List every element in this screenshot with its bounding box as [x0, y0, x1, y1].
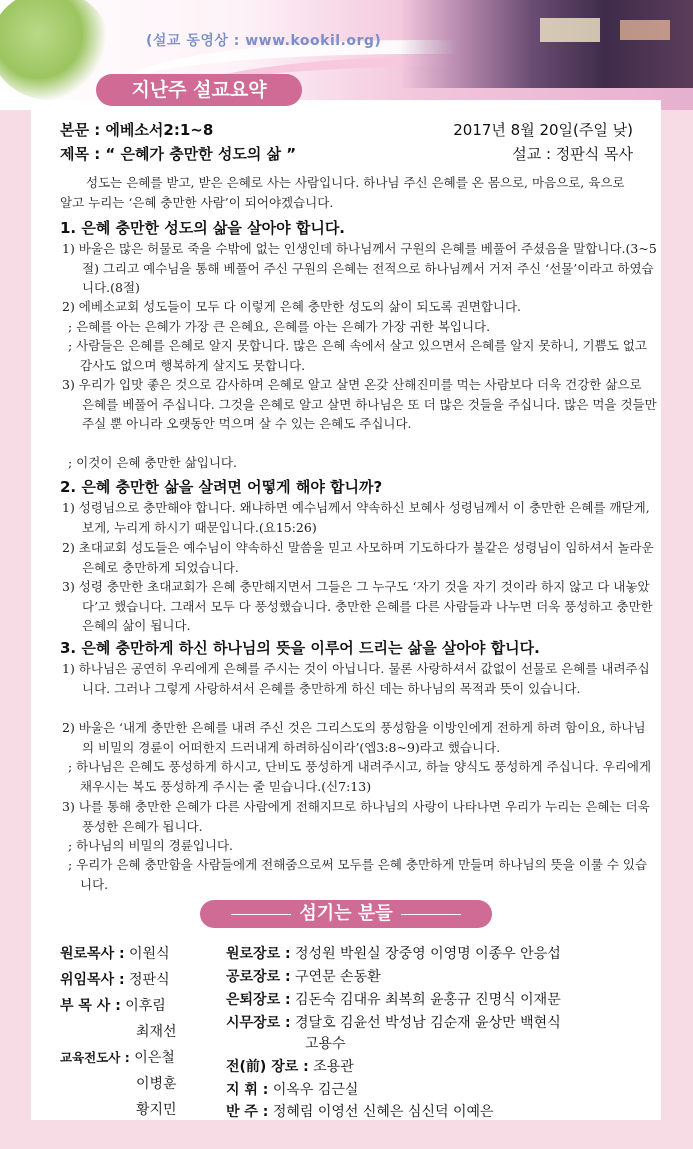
staff-names: 황지민	[136, 1102, 177, 1118]
section-heading: 3. 은혜 충만하게 하신 하나님의 뜻을 이루어 드리는 삶을 살아야 합니다.	[60, 639, 540, 657]
section-title-pill: 지난주 설교요약	[96, 74, 302, 106]
decorative-line	[401, 914, 461, 915]
staff-row	[60, 995, 166, 1015]
elder-row	[226, 989, 561, 1009]
staff-row	[60, 969, 170, 989]
list-item: 2) 초대교회 성도들은 예수님이 약속하신 말씀을 믿고 사모하며 기도하다가 불같은 성령님이 임하셔서 놀라운 은혜로 충만하게 되었습니다.	[62, 540, 654, 575]
stage-screen	[620, 20, 670, 40]
list-item: 3) 우리가 입맛 좋은 것으로 감사하며 은혜로 알고 살면 온갖 산해진미를 먹는 사람보다 더욱 건강한 삶으로 은혜를 베풀어 주십니다. 그것을 은혜로 알고 살면 하나님은 또 더 많은 것들을 주십니다. 많은 먹을 것들만 주실 뿐 아니라 오랫동안 먹으며 살 수 있는 은혜도 주십니다.	[62, 377, 657, 431]
elder-names: 정성원 박원실 장중영 이영명 이종우 안응섭	[295, 946, 561, 962]
sermon-date: 2017년 8월 20일(주일 낮)	[453, 121, 633, 139]
staff-role: 교육전도사 :	[60, 1050, 130, 1065]
elder-role: 원로장로 :	[226, 946, 291, 962]
staff-role: 부 목 사 :	[60, 998, 121, 1014]
intro-paragraph: 성도는 은혜를 받고, 받은 은혜로 사는 사람입니다. 하나님 주신 은혜를 온 몸으로, 마음으로, 육으로 알고 누리는 ‘은혜 충만한 사람’이 되어야겠습니다.	[60, 175, 625, 210]
elder-row	[226, 1012, 561, 1032]
staff-role: 원로목사 :	[60, 946, 125, 962]
elder-row	[226, 1056, 354, 1076]
elder-row	[226, 943, 561, 963]
elder-row	[226, 1079, 358, 1099]
section-heading: 2. 은혜 충만한 삶을 살려면 어떻게 해야 합니까?	[60, 478, 383, 496]
elder-role: 지 휘 :	[226, 1082, 269, 1098]
list-item: ; 하나님의 비밀의 경륜입니다.	[68, 838, 234, 853]
staff-names: 정판식	[129, 972, 170, 988]
tree-leaves-image	[0, 0, 110, 100]
elder-row	[226, 1101, 494, 1121]
staff-names: 이원식	[129, 946, 170, 962]
elder-role: 전(前) 장로 :	[226, 1059, 309, 1075]
stage-screen	[540, 18, 600, 42]
staff-names: 이후림	[125, 998, 166, 1014]
list-item: ; 하나님은 은혜도 풍성하게 하시고, 단비도 풍성하게 내려주시고, 하늘 양식도 풍성하게 주십니다. 우리에게 채우시는 복도 풍성하게 주시는 줄 믿습니다.(신7:13)	[68, 759, 652, 794]
list-item: 2) 에베소교회 성도들이 모두 다 이렇게 은혜 충만한 성도의 삶이 되도록 권면합니다.	[62, 299, 521, 314]
list-item: 1) 바울은 많은 허물로 죽을 수밖에 없는 인생인데 하나님께서 구원의 은혜를 베풀어 주셨음을 말합니다.(3~5절) 그리고 예수님을 통해 베풀어 주신 구원의 은혜는 전적으로 하나님께서 거저 주신 ‘선물’이라고 하였습니다.(8절)	[62, 241, 657, 295]
list-item: ; 우리가 은혜 충만함을 사람들에게 전해줌으로써 모두를 은혜 충만하게 만들며 하나님의 뜻을 이룰 수 있습니다.	[68, 857, 648, 892]
staff-names: 이병훈	[136, 1076, 177, 1092]
staff-row	[136, 1073, 177, 1093]
elder-names: 고용수	[305, 1036, 346, 1052]
elder-names: 김돈숙 김대유 최복희 윤홍규 진명식 이재문	[295, 992, 561, 1008]
decorative-line	[231, 914, 291, 915]
elder-names: 이옥우 김근실	[272, 1082, 359, 1098]
list-item: ; 은혜를 아는 은혜가 가장 큰 은혜요, 은혜를 아는 은혜가 가장 귀한 복입니다.	[68, 319, 491, 334]
list-item: 2) 바울은 ‘내게 충만한 은혜를 내려 주신 것은 그리스도의 풍성함을 이방인에게 전하게 하려 함이요, 하나님의 비밀의 경륜이 어떠한지 드러내게 하려하심이라’(엡3:8~9)라고 했습니다.	[62, 720, 646, 755]
staff-row	[60, 943, 170, 963]
video-link-text[interactable]: (설교 동영상 : www.kookil.org)	[146, 33, 382, 49]
elder-role: 은퇴장로 :	[226, 992, 291, 1008]
elder-role: 공로장로 :	[226, 969, 291, 985]
elder-names: 경달호 김윤선 박성남 김순재 윤상만 백현식	[295, 1015, 561, 1031]
scripture-text: 본문 : 에베소서2:1~8	[60, 121, 214, 139]
staff-row	[60, 1047, 175, 1067]
list-item: 1) 성령님으로 충만해야 합니다. 왜냐하면 예수님께서 약속하신 보혜사 성령님께서 이 충만한 은혜를 깨닫게, 보게, 누리게 하시기 때문입니다.(요15:26)	[62, 500, 650, 535]
section-heading: 1. 은혜 충만한 성도의 삶을 살아야 합니다.	[60, 219, 346, 237]
staff-role: 위임목사 :	[60, 972, 125, 988]
list-item: ; 이것이 은혜 충만한 삶입니다.	[68, 455, 237, 470]
staff-row	[136, 1021, 177, 1041]
list-item: 3) 나를 통해 충만한 은혜가 다른 사람에게 전해지므로 하나님의 사랑이 나타나면 우리가 누리는 은혜는 더욱 풍성한 은혜가 됩니다.	[62, 799, 650, 834]
preacher-text: 설교 : 정판식 목사	[512, 145, 633, 163]
elder-row	[305, 1033, 346, 1053]
staff-names: 최재선	[136, 1024, 177, 1040]
list-item: 1) 하나님은 공연히 우리에게 은혜를 주시는 것이 아닙니다. 물론 사랑하셔서 값없이 선물로 은혜를 내려주십니다. 그러나 그렇게 사랑하셔서 은혜를 충만하게 하신 데는 하나님의 목적과 뜻이 있습니다.	[62, 661, 650, 696]
elder-names: 구연문 손동환	[295, 969, 381, 985]
serve-title-pill	[200, 900, 492, 928]
staff-names: 이은철	[134, 1050, 175, 1066]
elder-names: 조용관	[313, 1059, 354, 1075]
sermon-title: 제목 : “ 은혜가 충만한 성도의 삶 ”	[60, 145, 297, 163]
serve-title: 섬기는 분들	[299, 903, 393, 924]
staff-row	[136, 1099, 177, 1119]
church-service-photo	[400, 0, 693, 88]
list-item: 3) 성령 충만한 초대교회가 은혜 충만해지면서 그들은 그 누구도 ‘자기 것을 자기 것이라 하지 않고 다 내놓았다’고 했습니다. 그래서 모두 다 풍성했습니다. 충만한 은혜를 다른 사람들과 나누면 더욱 풍성하고 충만한 은혜의 삶이 됩니다.	[62, 579, 653, 633]
elder-role: 시무장로 :	[226, 1015, 291, 1031]
elder-names: 정혜림 이영선 신혜은 심신덕 이예은	[272, 1104, 494, 1120]
list-item: ; 사람들은 은혜를 은혜로 알지 못합니다. 많은 은혜 속에서 살고 있으면서 은혜를 알지 못하니, 기쁨도 없고 감사도 없으며 행복하게 살지도 못합니다.	[68, 338, 647, 373]
elder-row	[226, 966, 381, 986]
elder-role: 반 주 :	[226, 1104, 269, 1120]
